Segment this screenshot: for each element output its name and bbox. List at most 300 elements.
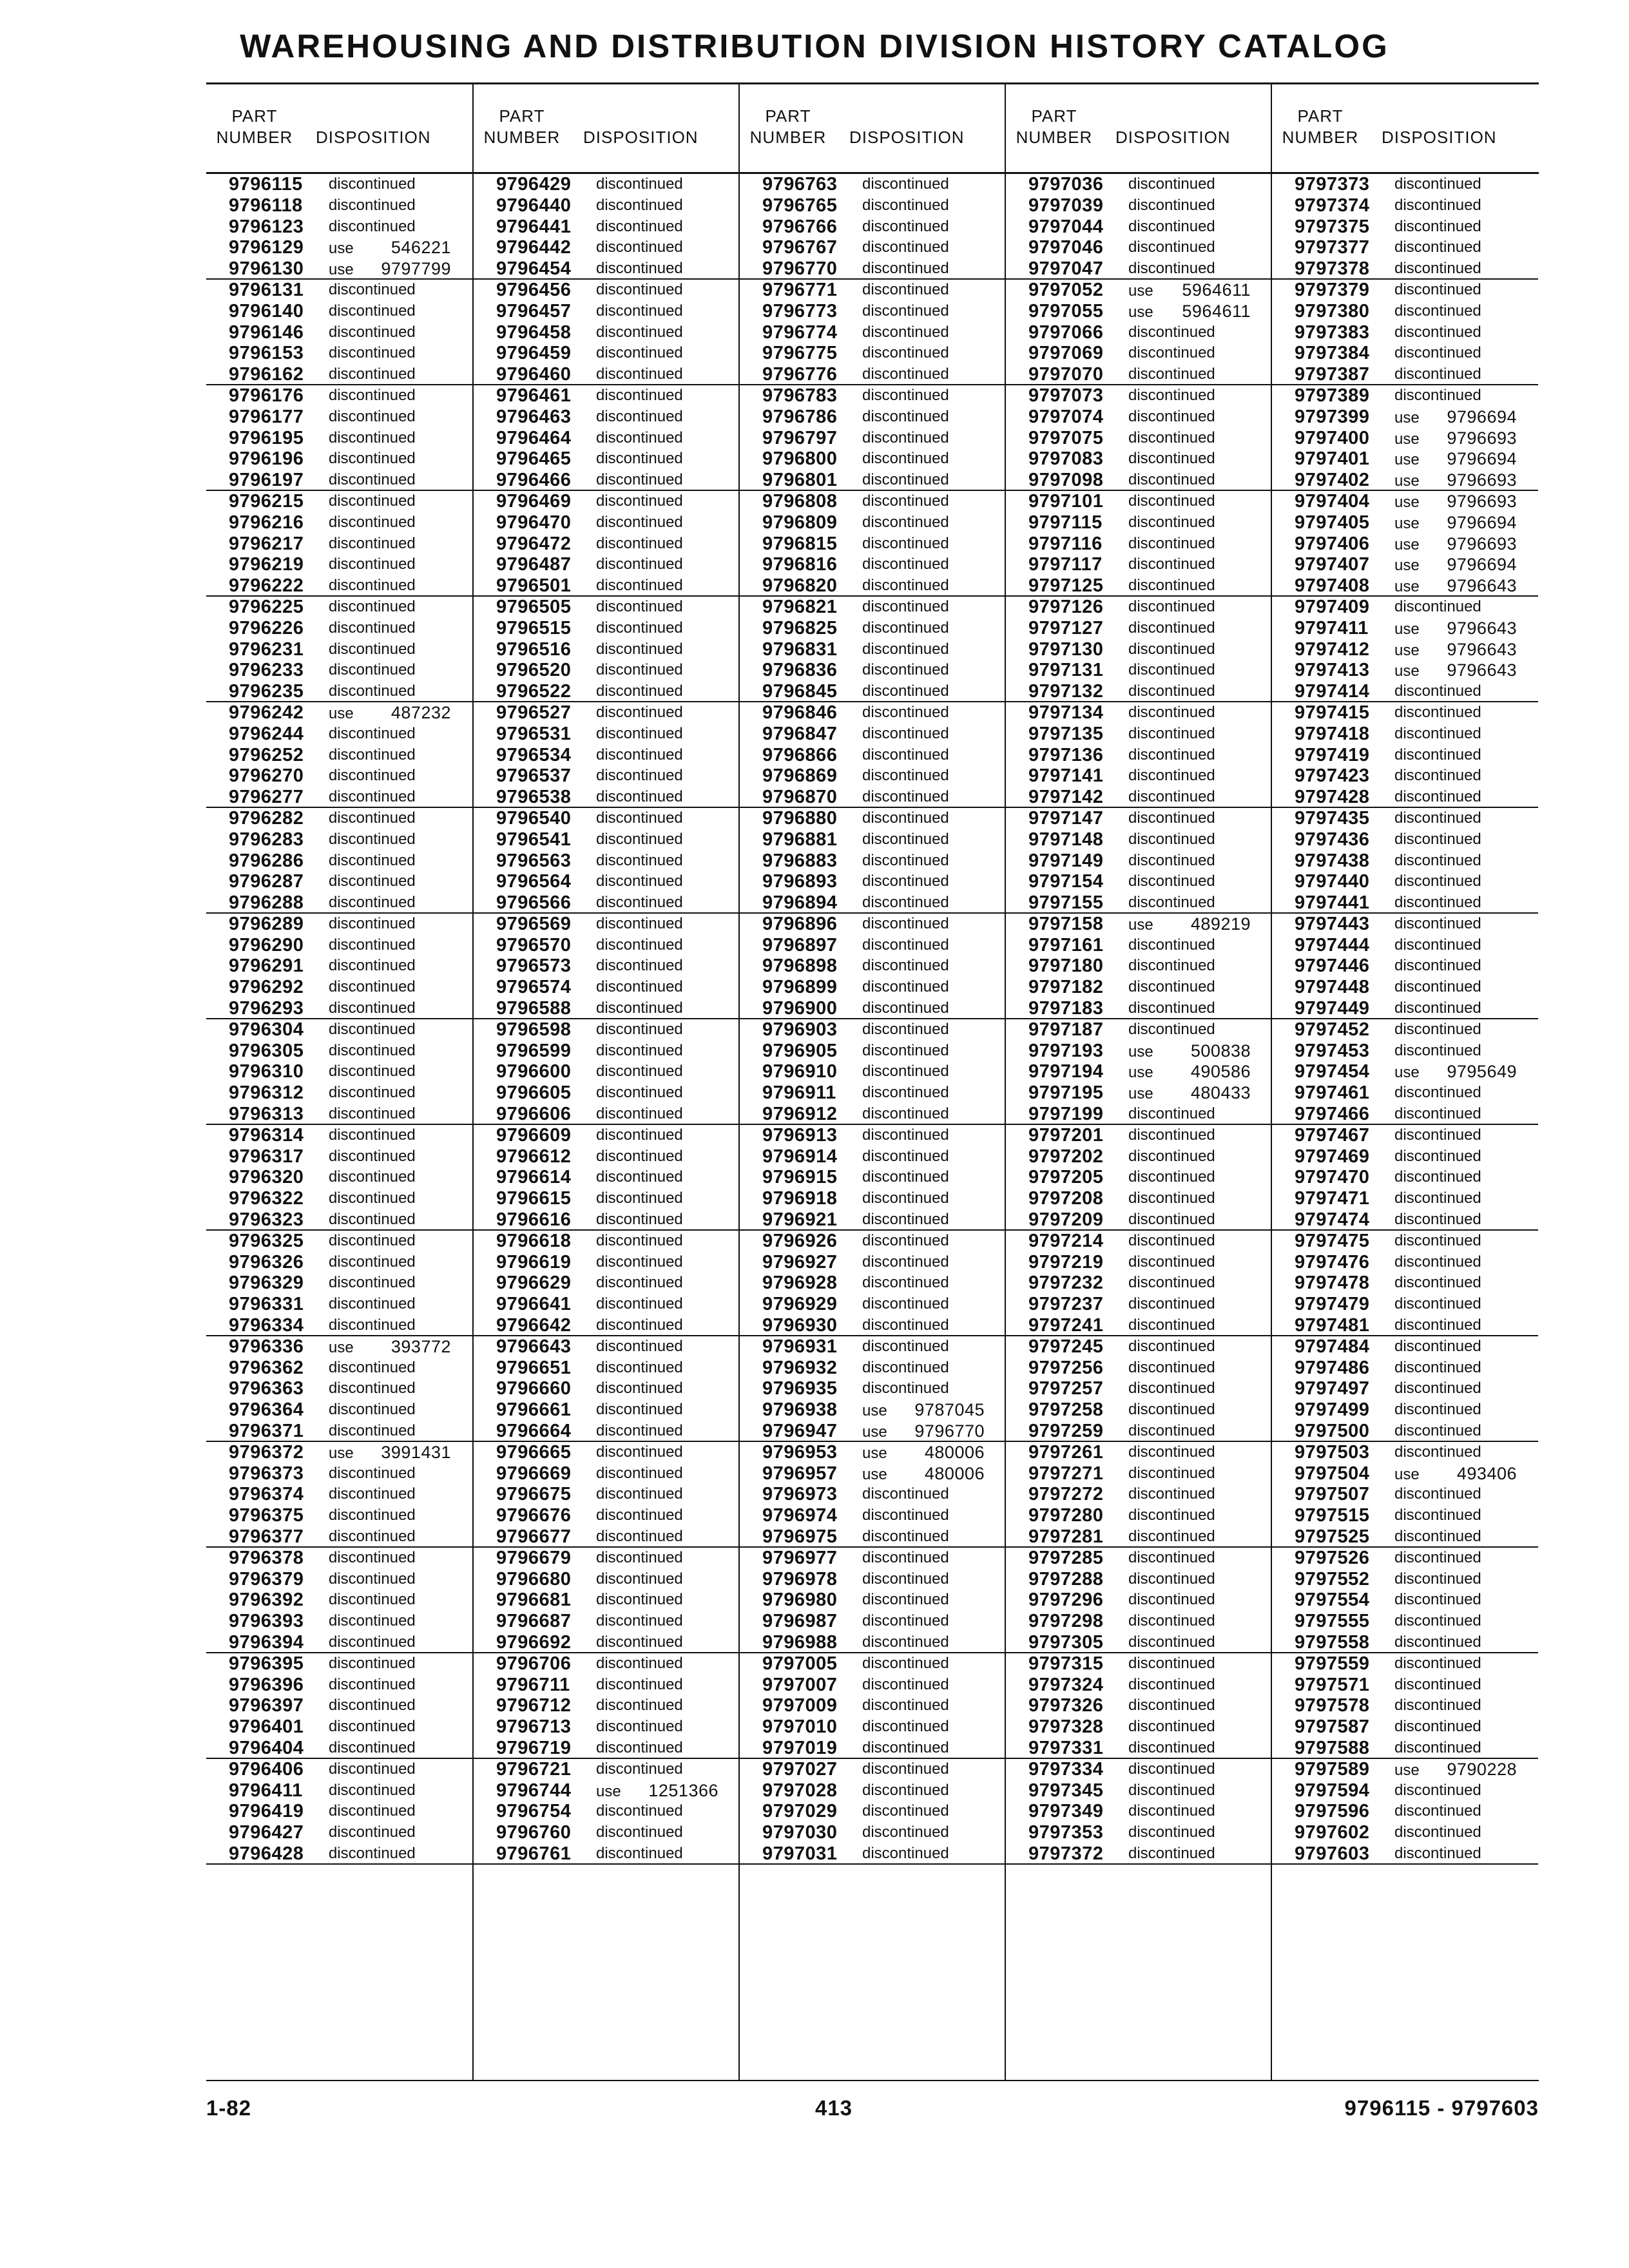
table-row — [1006, 1822, 1272, 1843]
table-row — [1006, 1843, 1272, 1865]
use-label: use — [1394, 408, 1420, 427]
table-row — [1006, 892, 1272, 914]
table-row — [206, 935, 472, 956]
table-row — [1272, 575, 1538, 597]
table-row — [1272, 1125, 1538, 1146]
table-row — [206, 1104, 472, 1125]
table-row — [1272, 512, 1538, 533]
part-number: 9796287 — [229, 871, 304, 892]
table-row — [740, 1231, 1006, 1252]
disposition: discontinued — [862, 1337, 949, 1355]
table-row — [740, 1019, 1006, 1041]
disposition: discontinued — [329, 1570, 416, 1588]
table-row — [1006, 765, 1272, 787]
disposition: discontinued — [862, 1633, 949, 1651]
table-row — [206, 1611, 472, 1632]
part-number: 9796938 — [762, 1399, 838, 1421]
part-number: 9797219 — [1028, 1251, 1104, 1273]
disposition-header: DISPOSITION — [1382, 128, 1497, 147]
disposition: discontinued — [1394, 767, 1481, 785]
disposition: discontinued — [329, 196, 416, 214]
table-row — [1272, 1569, 1538, 1590]
disposition: discontinued — [862, 1612, 949, 1630]
table-row — [474, 702, 740, 724]
part-number: 9796313 — [229, 1104, 304, 1125]
disposition: discontinued — [862, 1147, 949, 1165]
disposition — [1394, 618, 1517, 640]
table-row — [740, 301, 1006, 322]
table-row — [740, 258, 1006, 280]
part-number: 9797066 — [1028, 322, 1104, 343]
table-row — [206, 1378, 472, 1399]
disposition: discontinued — [862, 1168, 949, 1186]
table-row — [1272, 1780, 1538, 1802]
table-row — [1272, 258, 1538, 280]
disposition: discontinued — [329, 1633, 416, 1651]
part-number: 9796606 — [496, 1104, 572, 1125]
part-number: 9796401 — [229, 1716, 304, 1738]
table-row — [206, 956, 472, 977]
use-label: use — [1394, 535, 1420, 553]
table-row — [740, 892, 1006, 914]
table-row — [206, 1822, 472, 1843]
table-row — [474, 1442, 740, 1463]
use-label: use — [1394, 578, 1420, 596]
disposition: discontinued — [329, 1612, 416, 1630]
disposition: discontinued — [862, 428, 949, 447]
part-number: 9796754 — [496, 1801, 572, 1822]
part-list — [206, 174, 472, 1865]
disposition: discontinued — [1394, 1379, 1481, 1398]
table-row — [1272, 914, 1538, 935]
disposition: discontinued — [596, 1168, 683, 1186]
disposition: discontinued — [596, 492, 683, 510]
part-number: 9796615 — [496, 1188, 572, 1209]
table-row — [740, 1653, 1006, 1675]
disposition: discontinued — [862, 830, 949, 848]
table-row — [740, 660, 1006, 681]
table-row — [1006, 702, 1272, 724]
part-number: 9797182 — [1028, 977, 1104, 998]
table-row — [740, 407, 1006, 428]
part-number: 9796914 — [762, 1146, 838, 1167]
replacement-part-number: 9796693 — [1447, 533, 1517, 553]
disposition: discontinued — [329, 1041, 416, 1059]
table-row — [474, 681, 740, 702]
disposition — [1394, 1463, 1517, 1485]
part-number: 9796534 — [496, 744, 572, 765]
table-row — [206, 724, 472, 745]
part-number: 9797298 — [1028, 1611, 1104, 1632]
part-number: 9796470 — [496, 512, 572, 533]
table-row — [740, 702, 1006, 724]
table-row — [740, 1780, 1006, 1802]
disposition: discontinued — [1394, 1189, 1481, 1207]
part-number: 9797074 — [1028, 406, 1104, 427]
disposition: discontinued — [1394, 1253, 1481, 1271]
disposition: discontinued — [596, 344, 683, 362]
part-number: 9797378 — [1295, 258, 1370, 280]
disposition — [862, 1399, 985, 1421]
part-number: 9797594 — [1295, 1780, 1370, 1801]
table-row — [474, 765, 740, 787]
disposition: discontinued — [329, 1358, 416, 1376]
disposition: discontinued — [1394, 1591, 1481, 1609]
part-number: 9797481 — [1295, 1315, 1370, 1336]
disposition: discontinued — [1394, 1675, 1481, 1693]
part-number: 9797195 — [1028, 1082, 1104, 1104]
disposition: discontinued — [862, 682, 949, 700]
table-row — [206, 1801, 472, 1822]
disposition: discontinued — [1394, 1781, 1481, 1799]
table-row — [1272, 850, 1538, 872]
table-row — [740, 1695, 1006, 1716]
part-number: 9797007 — [762, 1674, 838, 1695]
disposition: discontinued — [862, 238, 949, 256]
part-number: 9796847 — [762, 723, 838, 744]
table-row — [1006, 1378, 1272, 1399]
disposition: discontinued — [596, 703, 683, 721]
part-header-line1: PART — [231, 106, 278, 126]
replacement-part-number: 5964611 — [1182, 301, 1251, 321]
part-number: 9797384 — [1295, 343, 1370, 364]
disposition: discontinued — [1394, 386, 1481, 404]
part-number: 9797027 — [762, 1758, 838, 1780]
replacement-part-number: 480006 — [924, 1463, 985, 1483]
table-row — [1006, 1548, 1272, 1569]
disposition — [1128, 280, 1251, 302]
part-header-line1: PART — [499, 106, 545, 126]
part-number: 9796675 — [496, 1484, 572, 1505]
part-number: 9797571 — [1295, 1674, 1370, 1695]
disposition: discontinued — [862, 365, 949, 383]
header-rule — [206, 172, 1539, 174]
part-number: 9796619 — [496, 1251, 572, 1273]
part-number: 9797387 — [1295, 364, 1370, 385]
table-row — [206, 1716, 472, 1738]
table-row — [740, 428, 1006, 449]
disposition: discontinued — [1128, 724, 1215, 742]
disposition: discontinued — [1394, 1823, 1481, 1841]
disposition — [1394, 554, 1517, 576]
table-row — [474, 491, 740, 512]
disposition: discontinued — [862, 1781, 949, 1799]
table-row — [474, 1695, 740, 1716]
part-number: 9797209 — [1028, 1209, 1104, 1231]
disposition: discontinued — [1128, 1506, 1215, 1524]
disposition: discontinued — [329, 407, 416, 425]
disposition: discontinued — [862, 1274, 949, 1292]
table-row — [1006, 575, 1272, 597]
table-row — [1006, 1273, 1272, 1294]
disposition: discontinued — [862, 407, 949, 425]
table-row — [740, 1801, 1006, 1822]
part-number: 9797444 — [1295, 934, 1370, 956]
part-number: 9797436 — [1295, 829, 1370, 850]
disposition: discontinued — [596, 1211, 683, 1229]
part-number: 9796665 — [496, 1441, 572, 1463]
table-row — [474, 448, 740, 470]
table-row — [1272, 702, 1538, 724]
table-row — [474, 428, 740, 449]
disposition: discontinued — [596, 1485, 683, 1503]
part-number: 9796894 — [762, 892, 838, 914]
table-row — [474, 1590, 740, 1611]
table-row — [474, 745, 740, 766]
part-number: 9796719 — [496, 1737, 572, 1758]
table-row — [740, 470, 1006, 491]
part-number-header — [206, 106, 303, 148]
table-row — [740, 998, 1006, 1019]
table-row — [1272, 1358, 1538, 1379]
part-number: 9796681 — [496, 1590, 572, 1611]
disposition: discontinued — [329, 386, 416, 404]
table-row — [1272, 1442, 1538, 1463]
disposition: discontinued — [1394, 1654, 1481, 1672]
part-number: 9796770 — [762, 258, 838, 280]
table-row — [1006, 1505, 1272, 1526]
part-number: 9797578 — [1295, 1695, 1370, 1716]
disposition: discontinued — [1394, 724, 1481, 742]
disposition: discontinued — [1394, 914, 1481, 932]
disposition: discontinued — [862, 851, 949, 869]
part-number: 9797484 — [1295, 1336, 1370, 1357]
disposition: discontinued — [329, 640, 416, 658]
table-row — [1272, 554, 1538, 575]
table-row — [206, 1442, 472, 1463]
table-row — [474, 512, 740, 533]
disposition: discontinued — [329, 450, 416, 468]
table-row — [474, 1801, 740, 1822]
part-number: 9797596 — [1295, 1801, 1370, 1822]
disposition: discontinued — [862, 1654, 949, 1672]
use-label: use — [1394, 472, 1420, 490]
table-row — [206, 1146, 472, 1168]
table-row — [474, 724, 740, 745]
disposition: discontinued — [596, 1738, 683, 1756]
part-number: 9797469 — [1295, 1146, 1370, 1167]
part-number: 9796465 — [496, 448, 572, 470]
table-row — [1272, 1041, 1538, 1062]
part-number: 9796692 — [496, 1631, 572, 1653]
disposition: discontinued — [862, 1062, 949, 1081]
part-number: 9796118 — [229, 195, 303, 216]
part-number-header — [1006, 106, 1103, 148]
disposition: discontinued — [862, 1041, 949, 1059]
part-number: 9797515 — [1295, 1505, 1370, 1526]
part-number: 9797589 — [1295, 1758, 1370, 1780]
part-number: 9796566 — [496, 892, 572, 914]
table-row — [740, 1125, 1006, 1146]
table-row — [1272, 1019, 1538, 1041]
disposition: discontinued — [862, 1528, 949, 1545]
disposition: discontinued — [1394, 1358, 1481, 1376]
disposition: discontinued — [1128, 175, 1215, 193]
part-number: 9797055 — [1028, 300, 1104, 322]
part-number: 9796921 — [762, 1209, 838, 1231]
table-row — [1006, 1336, 1272, 1358]
disposition: discontinued — [862, 1548, 949, 1566]
part-number: 9797285 — [1028, 1547, 1104, 1568]
disposition: discontinued — [329, 1401, 416, 1419]
table-row — [474, 1505, 740, 1526]
table-row — [206, 237, 472, 258]
table-row — [740, 1336, 1006, 1358]
part-number: 9797503 — [1295, 1441, 1370, 1463]
table-row — [474, 914, 740, 935]
part-number: 9797401 — [1295, 448, 1370, 470]
disposition: discontinued — [596, 302, 683, 320]
disposition: discontinued — [329, 661, 416, 679]
part-number: 9797083 — [1028, 448, 1104, 470]
part-number: 9796629 — [496, 1273, 572, 1294]
table-row — [1006, 470, 1272, 491]
disposition: discontinued — [1394, 1548, 1481, 1566]
table-row — [1272, 998, 1538, 1019]
part-number: 9796329 — [229, 1273, 304, 1294]
part-number: 9796612 — [496, 1146, 572, 1167]
part-number: 9797281 — [1028, 1526, 1104, 1547]
part-number: 9796242 — [229, 702, 304, 723]
disposition: discontinued — [862, 1570, 949, 1588]
catalog-column-2 — [472, 82, 740, 2080]
disposition: discontinued — [1128, 428, 1215, 447]
table-row — [1272, 935, 1538, 956]
table-row — [740, 1082, 1006, 1104]
part-number: 9797305 — [1028, 1631, 1104, 1653]
disposition: discontinued — [1128, 682, 1215, 700]
disposition: discontinued — [596, 1126, 683, 1144]
table-row — [1272, 280, 1538, 301]
disposition: discontinued — [862, 619, 949, 637]
table-row — [206, 1590, 472, 1611]
part-number: 9797479 — [1295, 1294, 1370, 1315]
table-row — [474, 533, 740, 555]
table-row — [1006, 935, 1272, 956]
use-label: use — [862, 1423, 887, 1441]
table-row — [474, 301, 740, 322]
part-number: 9796786 — [762, 406, 838, 427]
part-number: 9797399 — [1295, 406, 1370, 427]
disposition: discontinued — [862, 450, 949, 468]
use-label: use — [1128, 282, 1153, 300]
part-number: 9797435 — [1295, 807, 1370, 829]
disposition: discontinued — [1128, 492, 1215, 510]
table-row — [1272, 343, 1538, 364]
table-row — [474, 1399, 740, 1421]
disposition: discontinued — [862, 175, 949, 193]
table-row — [740, 1611, 1006, 1632]
part-number: 9797405 — [1295, 512, 1370, 533]
disposition: discontinued — [596, 1760, 683, 1778]
disposition — [1394, 1759, 1517, 1781]
disposition: discontinued — [596, 788, 683, 806]
part-number: 9796458 — [496, 322, 572, 343]
table-row — [206, 533, 472, 555]
table-row — [474, 1378, 740, 1399]
part-number: 9797552 — [1295, 1568, 1370, 1590]
part-number: 9796614 — [496, 1167, 572, 1188]
disposition: discontinued — [596, 767, 683, 785]
table-row — [474, 407, 740, 428]
part-number: 9796893 — [762, 871, 838, 892]
part-number: 9796291 — [229, 956, 304, 977]
disposition: discontinued — [596, 1422, 683, 1440]
disposition: discontinued — [1394, 1570, 1481, 1588]
disposition: discontinued — [1128, 1802, 1215, 1820]
table-row — [1272, 1315, 1538, 1336]
disposition: discontinued — [1128, 745, 1215, 764]
table-row — [1272, 1273, 1538, 1294]
part-number: 9797443 — [1295, 913, 1370, 934]
table-row — [740, 1505, 1006, 1526]
part-number: 9797046 — [1028, 237, 1104, 258]
disposition: discontinued — [329, 1189, 416, 1207]
disposition: discontinued — [329, 1168, 416, 1186]
part-number: 9797272 — [1028, 1484, 1104, 1505]
part-number: 9797141 — [1028, 765, 1104, 787]
disposition: discontinued — [862, 1358, 949, 1376]
disposition — [1394, 1061, 1517, 1083]
disposition: discontinued — [596, 1337, 683, 1355]
disposition: discontinued — [862, 1760, 949, 1778]
table-row — [1272, 1231, 1538, 1252]
part-number: 9797345 — [1028, 1780, 1104, 1801]
part-number: 9797409 — [1295, 596, 1370, 617]
table-row — [1006, 660, 1272, 681]
table-row — [474, 258, 740, 280]
table-row — [474, 1632, 740, 1653]
disposition: discontinued — [329, 555, 416, 573]
disposition: discontinued — [329, 513, 416, 531]
part-header-line1: PART — [1297, 106, 1344, 126]
disposition: discontinued — [1394, 1147, 1481, 1165]
disposition: discontinued — [1128, 450, 1215, 468]
table-row — [474, 977, 740, 998]
part-number: 9797205 — [1028, 1167, 1104, 1188]
disposition: discontinued — [596, 1231, 683, 1249]
table-row — [740, 1146, 1006, 1168]
part-number: 9796765 — [762, 195, 838, 216]
part-number: 9796776 — [762, 364, 838, 385]
part-number: 9796744 — [496, 1780, 572, 1801]
part-number: 9797324 — [1028, 1674, 1104, 1695]
table-row — [1006, 1252, 1272, 1273]
part-number: 9796975 — [762, 1526, 838, 1547]
disposition: discontinued — [596, 323, 683, 341]
part-number: 9797259 — [1028, 1421, 1104, 1442]
replacement-part-number: 1251366 — [648, 1780, 718, 1800]
disposition: discontinued — [1128, 1570, 1215, 1588]
disposition: discontinued — [1128, 1126, 1215, 1144]
disposition: discontinued — [596, 280, 683, 298]
table-row — [1006, 829, 1272, 850]
part-list — [1272, 174, 1538, 1865]
part-number: 9797005 — [762, 1653, 838, 1674]
table-row — [1272, 1632, 1538, 1653]
table-row — [1006, 301, 1272, 322]
disposition: discontinued — [1128, 1147, 1215, 1165]
part-number: 9796664 — [496, 1421, 572, 1442]
part-number: 9797180 — [1028, 956, 1104, 977]
disposition: discontinued — [862, 1718, 949, 1736]
table-row — [740, 956, 1006, 977]
table-row — [1006, 1653, 1272, 1675]
part-number: 9796472 — [496, 533, 572, 554]
table-row — [740, 745, 1006, 766]
disposition: discontinued — [1128, 513, 1215, 531]
table-row — [740, 618, 1006, 639]
